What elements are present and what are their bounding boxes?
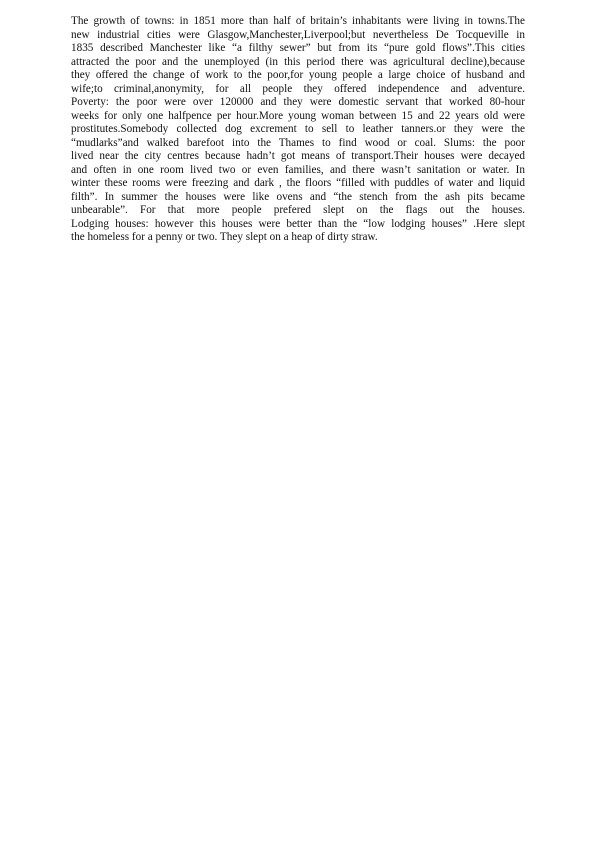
text-line: lived near the city centres because hadn’t got means of transport.Their houses were decayed bbox=[71, 150, 525, 162]
text-line: and often in one room lived two or even families, and there wasn’t sanitation or water. In bbox=[71, 163, 525, 176]
text-line: 1835 described Manchester like “a filthy sewer” but from its “pure gold flows”.This cities bbox=[71, 42, 525, 54]
text-line: Lodging houses: however this houses were better than the “low lodging houses” .Here slept bbox=[71, 217, 525, 230]
text-line: the homeless for a penny or two. They slept on a heap of dirty straw. bbox=[71, 231, 378, 243]
text-line: “mudlarks”and walked barefoot into the Thames to find wood or coal. Slums: the poor bbox=[71, 136, 525, 149]
text-line: new industrial cities were Glasgow,Manchester,Liverpool;but nevertheless De Tocqueville in bbox=[71, 28, 525, 41]
text-line: weeks for only one halfpence per hour.More young woman between 15 and 22 years old were bbox=[71, 109, 525, 122]
text-line: attracted the poor and the unemployed (in this period there was agricultural decline),because bbox=[71, 55, 525, 68]
text-line: they offered the change of work to the poor,for young people a large choice of husband and bbox=[71, 69, 525, 81]
text-line: winter these rooms were freezing and dark , the floors “filled with puddles of water and liquid bbox=[71, 177, 525, 189]
text-line: filth”. In summer the houses were like ovens and “the stench from the ash pits became bbox=[71, 190, 525, 203]
text-line: Poverty: the poor were over 120000 and they were domestic servant that worked 80-hour bbox=[71, 96, 525, 108]
text-line: prostitutes.Somebody collected dog excrement to sell to leather tanners.or they were the bbox=[71, 123, 525, 135]
body-text bbox=[71, 15, 525, 245]
text-line: unbearable”. For that more people prefered slept on the flags out the houses. bbox=[71, 204, 525, 216]
text-line: wife;to criminal,anonymity, for all people they offered independence and adventure. bbox=[71, 82, 525, 95]
text-line: The growth of towns: in 1851 more than half of britain’s inhabitants were living in towns.The bbox=[71, 15, 525, 27]
